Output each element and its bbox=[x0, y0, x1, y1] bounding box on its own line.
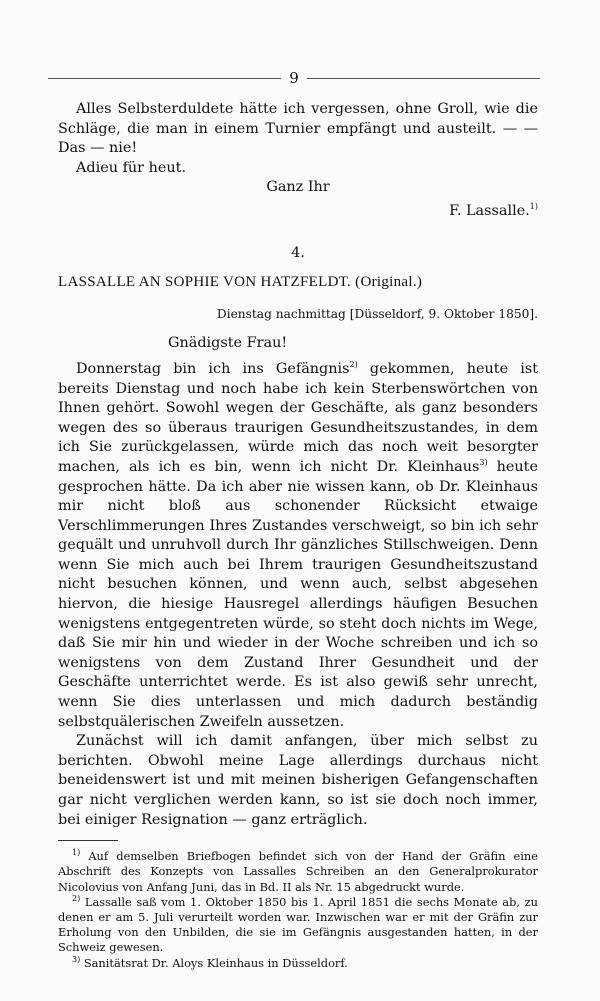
header-rule-left bbox=[48, 78, 281, 79]
footnote-ref-2: 2) bbox=[349, 360, 358, 370]
footnote-ref-3: 3) bbox=[479, 458, 488, 468]
signature-text: F. Lassalle. bbox=[449, 202, 530, 219]
footnote-ref-1: 1) bbox=[529, 202, 538, 212]
p1-part-a: Donnerstag bin ich ins Gefängnis bbox=[76, 360, 350, 377]
letter-dateline: Dienstag nachmittag [Düsseldorf, 9. Oktober 1850]. bbox=[216, 306, 538, 321]
footnote-2 bbox=[58, 895, 538, 956]
p1-part-b: gekommen, heute ist bereits Dienstag und noch habe ich kein Sterbenswörtchen von Ihnen gehört. Sowohl wegen der Geschäfte, als ganz besonders wegen des so überaus traurigen Gesundheitszustandes, in dem ich Sie zurückgelassen, würde mich das noch weit besorgter machen, als ich es bin, wenn ich nicht Dr. Kleinhaus bbox=[58, 360, 538, 475]
text-column bbox=[58, 100, 538, 971]
footnote-3 bbox=[58, 956, 538, 971]
letter-heading: LASSALLE AN SOPHIE VON HATZFELDT. (Original.) bbox=[58, 274, 423, 291]
header-rule-right bbox=[307, 78, 540, 79]
footnote-3-mark: 3) bbox=[72, 954, 81, 964]
prev-letter-adieu: Adieu für heut. bbox=[76, 159, 187, 176]
prev-letter-paragraph: Alles Selbsterduldete hätte ich vergessen, ohne Groll, wie die Schläge, die man in einem Turnier empfängt und austeilt. — — Das — nie! bbox=[58, 101, 538, 157]
letter-salutation: Gnädigste Frau! bbox=[168, 335, 288, 352]
letter-number: 4. bbox=[291, 244, 305, 261]
footnotes bbox=[58, 849, 538, 971]
footnote-2-text: Lassalle saß vom 1. Oktober 1850 bis 1. April 1851 die sechs Monate ab, zu denen er am 5. Juli verurteilt worden war. Inzwischen war er mit der Gräfin zur Erholung von den Unbilden, die sie im Gefängnis ausgestanden hatten, in der Schweiz gewesen. bbox=[58, 894, 538, 955]
footnote-1-mark: 1) bbox=[72, 848, 81, 858]
prev-letter-signature bbox=[58, 202, 538, 222]
page-header bbox=[48, 68, 540, 88]
footnote-2-mark: 2) bbox=[72, 894, 81, 903]
letter-paragraph-2: Zunächst will ich damit anfangen, über mich selbst zu berichten. Obwohl meine Lage allerdings durchaus nicht beneidenswert ist und mit meinen bisherigen Gefangenschaften gar nicht verglichen werden kann, so ist sie doch noch immer, bei einiger Resignation — ganz erträglich. bbox=[58, 733, 538, 828]
p1-part-c: heute gesprochen hätte. Da ich aber nie wissen kann, ob Dr. Kleinhaus mir nicht bloß aus schonender Rücksicht etwaige Verschlimmerungen Ihres Zustandes verschweigt, so bin ich sehr gequält und unruhvoll durch Ihr gänzliches Stillschweigen. Denn wenn Sie mich auch bei Ihrem traurigen Gesundheitszustand nicht besuchen können, und wenn auch, selbst abgesehen hiervon, die hiesige Hausregel allerdings häufigen Besuchen wenigstens entgegentreten würde, so steht doch nichts im Wege, daß Sie mir hin und wieder in der Woche schreiben und ich so wenigstens von dem Zustand Ihrer Gesundheit und der Geschäfte unterrichtet werde. Es ist also gewiß sehr unrecht, wenn Sie dies unterlassen und mich dadurch beständig selbstquälerischen Zweifeln aussetzen. bbox=[58, 458, 538, 730]
prev-letter-closing: Ganz Ihr bbox=[266, 179, 330, 196]
footnote-1-text: Auf demselben Briefbogen befindet sich von der Hand der Gräfin eine Abschrift des Konzepts von Lassalles Schreiben an den Generalprokurator Nicolovius von Anfang Juni, das in Bd. II als Nr. 15 abgedruckt wurde. bbox=[58, 849, 538, 894]
footnote-1 bbox=[58, 849, 538, 895]
page-number: 9 bbox=[289, 69, 299, 87]
footnote-3-text: Sanitätsrat Dr. Aloys Kleinhaus in Düsseldorf. bbox=[80, 955, 348, 970]
letter-paragraph-1 bbox=[58, 360, 538, 732]
footnote-divider bbox=[58, 840, 118, 841]
